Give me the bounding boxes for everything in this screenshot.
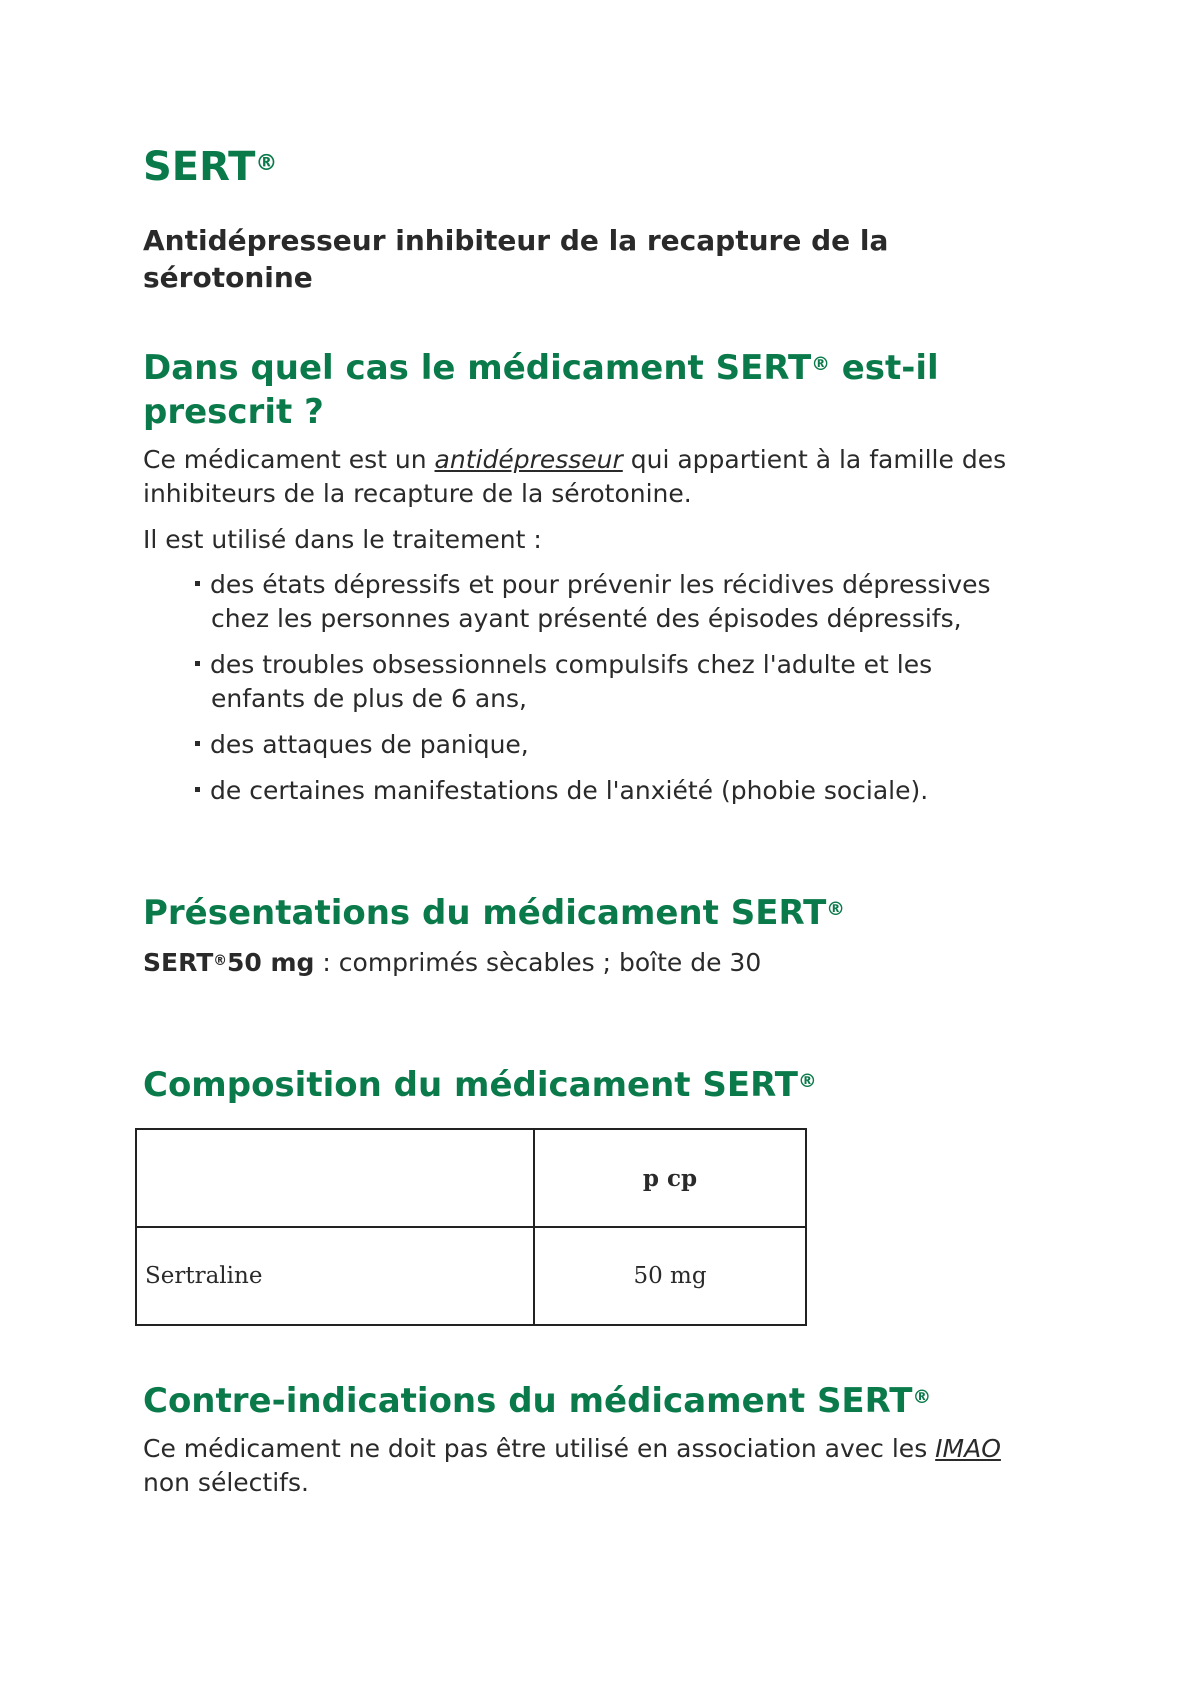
paragraph-usage: Il est utilisé dans le traitement : (143, 525, 542, 554)
list-item-text: de certaines manifestations de l'anxiété (phobie sociale). (210, 776, 929, 805)
bullet-icon (195, 581, 200, 586)
title-text: SERT (143, 144, 256, 190)
list-item (195, 728, 1015, 762)
list-item (195, 648, 1015, 716)
registered-mark: ® (811, 354, 830, 376)
list-item-text: des troubles obsessionnels compulsifs chez l'adulte et les enfants de plus de 6 ans, (210, 650, 933, 713)
paragraph-text: qui appartient à la famille des inhibiteurs de la recapture de la sérotonine. (143, 445, 1007, 508)
list-item-text: des attaques de panique, (210, 730, 529, 759)
link-antidepresseur[interactable]: antidépresseur (434, 445, 623, 474)
product-dose: 50 mg (227, 948, 315, 977)
section-heading-contraindications (143, 1379, 931, 1423)
heading-text: Contre-indications du médicament SERT (143, 1381, 913, 1421)
list-item (195, 568, 1015, 636)
paragraph-text: Ce médicament ne doit pas être utilisé en association avec les (143, 1434, 936, 1463)
indications-list (195, 568, 1015, 820)
section-heading-presentations (143, 891, 845, 935)
table-cell-substance: Sertraline (136, 1227, 534, 1325)
bullet-icon (195, 787, 200, 792)
page-title (143, 143, 277, 191)
product-description: : comprimés sècables ; boîte de 30 (314, 948, 762, 977)
registered-mark: ® (213, 952, 228, 969)
section-heading-composition (143, 1063, 817, 1107)
table-cell-quantity: 50 mg (534, 1227, 806, 1325)
product-name (143, 948, 314, 977)
bullet-icon (195, 741, 200, 746)
table-row (136, 1227, 806, 1325)
heading-text: Présentations du médicament SERT (143, 893, 827, 933)
page-subtitle: Antidépresseur inhibiteur de la recapture de la sérotonine (143, 224, 889, 294)
section-heading-prescription (143, 346, 1023, 434)
paragraph-text: non sélectifs. (143, 1468, 309, 1497)
list-item (195, 774, 1015, 808)
table-header-row (136, 1129, 806, 1227)
heading-text-end: est-il prescrit ? (143, 348, 939, 432)
product-presentation (143, 946, 1043, 980)
registered-mark: ® (826, 899, 845, 921)
heading-text: Dans quel cas le médicament SERT (143, 348, 812, 388)
link-imao[interactable]: IMAO (935, 1434, 1001, 1463)
heading-text: Composition du médicament SERT (143, 1065, 798, 1105)
paragraph-intro (143, 443, 1043, 511)
composition-table (135, 1128, 807, 1326)
paragraph-text: Ce médicament est un (143, 445, 435, 474)
list-item-text: des états dépressifs et pour prévenir les récidives dépressives chez les personnes ayant présenté des épisodes dépressifs, (210, 570, 991, 633)
registered-mark: ® (797, 1071, 817, 1093)
table-header-cell: p cp (534, 1129, 806, 1227)
bullet-icon (195, 661, 200, 666)
product-name-text: SERT (143, 948, 214, 977)
table-header-cell (136, 1129, 534, 1227)
registered-mark: ® (255, 150, 278, 176)
paragraph-contraindications (143, 1432, 1043, 1500)
registered-mark: ® (912, 1387, 932, 1409)
